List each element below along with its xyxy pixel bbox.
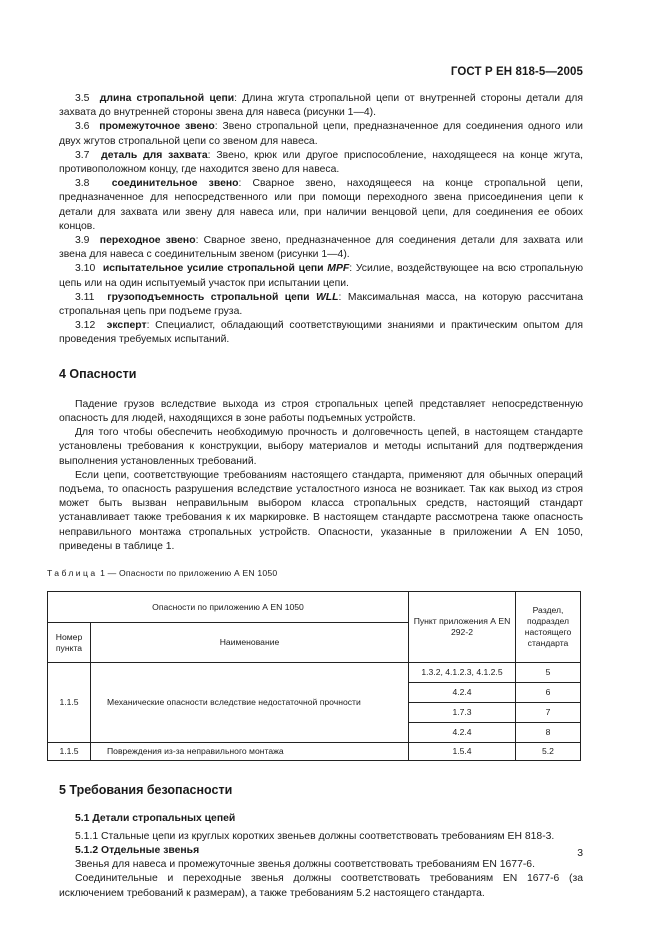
subsection-5-1-title: 5.1 Детали стропальных цепей — [75, 812, 236, 824]
definition-term: промежуточное звено — [99, 121, 215, 133]
row-clause-cell: 4.2.4 — [409, 683, 516, 703]
row-num-cell: 1.1.5 — [48, 663, 91, 743]
definition-item — [59, 262, 583, 290]
row-section-cell: 5.2 — [516, 743, 581, 761]
table-1-caption: Таблица 1 — Опасности по приложению А EN 1050 — [47, 568, 278, 579]
page-content — [47, 92, 584, 901]
definition-number: 3.8 — [75, 178, 90, 190]
table-header-row — [48, 592, 581, 623]
row-clause-cell: 4.2.4 — [409, 723, 516, 743]
header-group-cell: Опасности по приложению А EN 1050 — [48, 592, 409, 623]
definition-term: грузоподъемность стропальной цепи — [107, 291, 316, 303]
header-name-cell: Наименование — [91, 623, 409, 663]
header-num-cell: Номер пункта — [48, 623, 91, 663]
definition-item — [59, 120, 583, 148]
definition-text: : Сварное звено, находящееся на конце стропальной цепи, предназначенное для непосредственного или при помощи переходного звена присоединения цепи к детали для захвата или звену для навеса или, при наличии венцовой цепи, для соединения ее обоих концов. — [59, 178, 583, 232]
definition-number: 3.5 — [75, 93, 90, 104]
definition-item — [59, 319, 583, 347]
page-number: 3 — [577, 848, 583, 859]
header-clause-cell: Пункт приложения А EN 292-2 — [409, 592, 516, 663]
definition-text: : Максимальная масса, на которую рассчитана стропальная цепь при подъеме груза. — [59, 291, 583, 318]
clause-5-1-1: 5.1.1 Стальные цепи из круглых коротких звеньев должны соответствовать требованиям ЕН 818-3. — [75, 830, 555, 842]
definition-item — [59, 177, 583, 234]
definition-term: соединительное звено — [111, 178, 239, 190]
table-row — [48, 663, 581, 683]
row-clause-cell: 1.7.3 — [409, 703, 516, 723]
section-4-paragraph: Падение грузов вследствие выхода из строя стропальных цепей представляет непосредственную опасность для людей, находящихся в зоне работы подъемных устройств. — [59, 398, 583, 425]
definition-text: : Сварное звено, предназначенное для соединения детали для захвата или звена для навеса с соединительным звеном (рисунки 1—4). — [59, 235, 584, 261]
header-section-cell: Раздел, подраздел настоящего стандарта — [516, 592, 581, 663]
section-4-paragraph: Если цепи, соответствующие требованиям настоящего стандарта, применяют для обычных операций подъема, то опасность разрушения вследствие усталостного износа не возникает. Так как выход из строя может быть вызван неправильным выбором класса стропальных средств, настоящий стандарт устанавливает также требования к их маркировке. В настоящем стандарте рассмотрена также опасность неправильного монтажа стропальных устройств. Опасности, указанные в приложении А EN 1050, приведены в таблице 1. — [59, 469, 583, 552]
definition-text: : Усилие, воздействующее на всю стропальную цепь или на один испытуемый участок при испытании цепи. — [59, 263, 583, 289]
definition-number: 3.9 — [75, 235, 90, 247]
section-5-title: 5 Требования безопасности — [59, 783, 233, 798]
definition-item — [59, 291, 583, 319]
definition-term: длина стропальной цепи — [99, 93, 235, 104]
definition-term: испытательное усилие стропальной цепи — [102, 263, 328, 275]
row-clause-cell: 1.5.4 — [409, 743, 516, 761]
definition-number: 3.10 — [75, 263, 96, 275]
definition-term-abbrev: WLL — [316, 291, 339, 303]
row-section-cell: 7 — [516, 703, 581, 723]
definition-text: : Звено, крюк или другое приспособление, находящееся на конце жгута, противоположном концу, где находится звено для навеса. — [59, 149, 584, 176]
definition-text: : Специалист, обладающий соответствующими знаниями и практическим опытом для проведения требуемых испытаний. — [59, 320, 583, 346]
definition-number: 3.7 — [75, 149, 90, 161]
definition-text: : Длина жгута стропальной цепи от внутренней стороны детали для захвата до внутренней стороны звена для навеса (рисунки 1—4). — [59, 93, 583, 119]
row-name-cell: Механические опасности вследствие недостаточной прочности — [91, 663, 409, 743]
section-4-paragraph: Для того чтобы обеспечить необходимую прочность и долговечность цепей, в настоящем стандарте установлены требования к конструкции, выбору материалов и методы испытаний для подтверждения выполнения установленных требований. — [59, 427, 583, 467]
definition-number: 3.6 — [75, 121, 90, 133]
row-clause-cell: 1.3.2, 4.1.2.3, 4.1.2.5 — [409, 663, 516, 683]
document-header: ГОСТ Р ЕН 818-5—2005 — [450, 66, 583, 78]
definition-term: деталь для захвата — [101, 149, 208, 161]
row-num-cell: 1.1.5 — [48, 743, 91, 761]
row-name-cell: Повреждения из-за неправильного монтажа — [91, 743, 409, 761]
definition-term: переходное звено — [99, 235, 196, 247]
definition-number: 3.11 — [75, 291, 95, 303]
definition-item — [59, 92, 583, 120]
definition-item — [59, 149, 583, 177]
definition-term-abbrev: MPF — [327, 263, 350, 275]
section-4-title: 4 Опасности — [59, 366, 137, 381]
row-section-cell: 8 — [516, 723, 581, 743]
row-section-cell: 5 — [516, 663, 581, 683]
clause-5-1-2-paragraph: Звенья для навеса и промежуточные звенья должны соответствовать требованиям EN 1677-6. — [75, 859, 535, 871]
row-section-cell: 6 — [516, 683, 581, 703]
definition-item — [59, 234, 583, 262]
table-row — [48, 743, 581, 761]
hazards-table — [47, 591, 581, 761]
definition-number: 3.12 — [75, 320, 96, 332]
subsection-5-1-2-title: 5.1.2 Отдельные звенья — [75, 844, 200, 856]
definition-text: : Звено стропальной цепи, предназначенное для соединения одного или двух жгутов стропальной цепи со звеном для навеса. — [59, 121, 583, 147]
section-4-body — [59, 398, 583, 554]
definition-term: эксперт — [106, 320, 147, 332]
definitions-list — [59, 92, 583, 348]
clause-5-1-2-paragraph: Соединительные и переходные звенья должны соответствовать требованиям EN 1677-6 (за исключением требований к размерам), а также требованиям 5.2 настоящего стандарта. — [59, 873, 583, 899]
